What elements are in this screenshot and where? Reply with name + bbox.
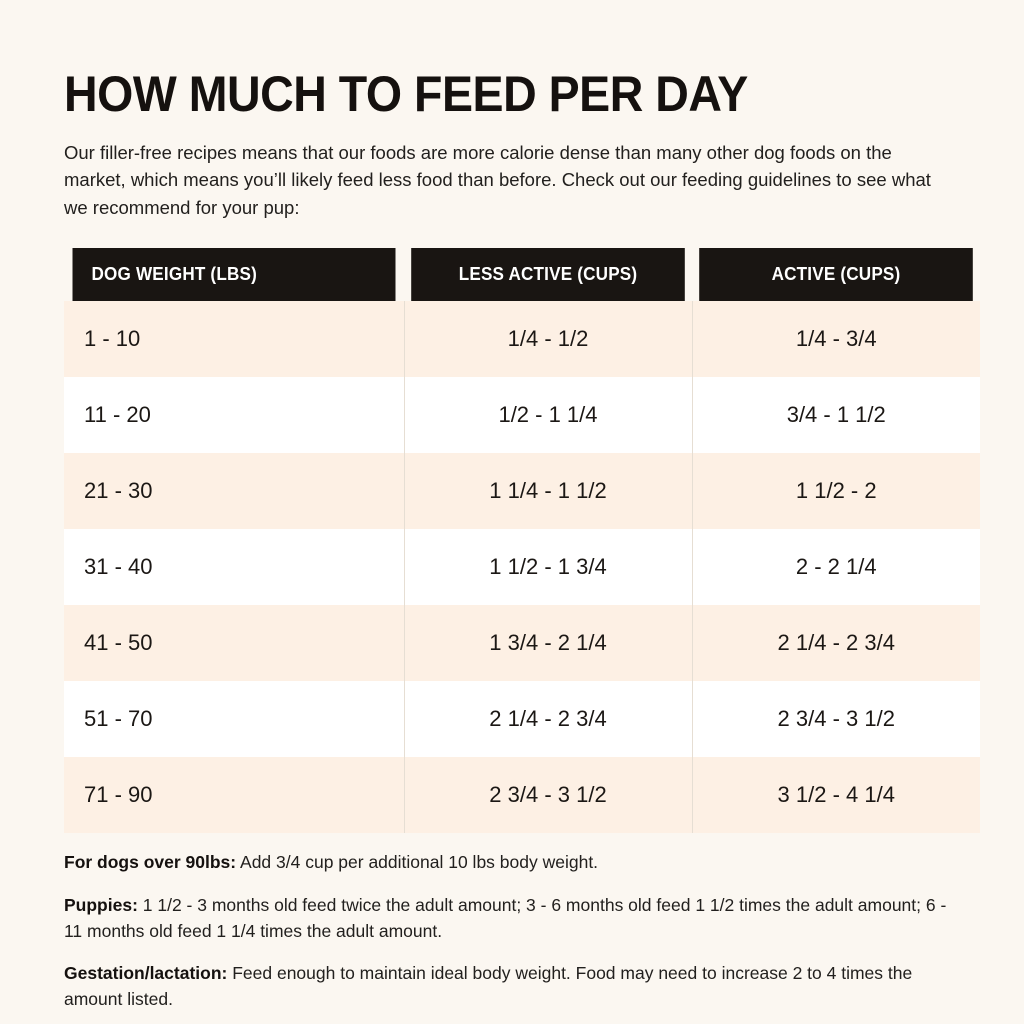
cell-dog-weight: 31 - 40 — [64, 529, 404, 605]
cell-dog-weight: 1 - 10 — [64, 301, 404, 377]
footnote-text: Add 3/4 cup per additional 10 lbs body weight. — [236, 852, 599, 873]
table-row — [64, 605, 980, 681]
column-header-dog-weight: DOG WEIGHT (LBS) — [73, 248, 396, 301]
cell-less-active: 1/2 - 1 1/4 — [404, 377, 692, 453]
table-header-row — [64, 248, 980, 301]
table-header — [64, 248, 980, 301]
cell-less-active: 2 1/4 - 2 3/4 — [404, 681, 692, 757]
cell-dog-weight: 41 - 50 — [64, 605, 404, 681]
footnote-text: Feed enough to maintain ideal body weight. Food may need to increase 2 to 4 times the amount listed. — [64, 963, 913, 1009]
cell-active: 1 1/2 - 2 — [692, 453, 980, 529]
footnote-text: 1 1/2 - 3 months old feed twice the adult amount; 3 - 6 months old feed 1 1/2 times the adult amount; 6 - 11 months old feed 1 1/4 times the adult amount. — [64, 895, 947, 941]
cell-less-active: 1 3/4 - 2 1/4 — [404, 605, 692, 681]
cell-dog-weight: 71 - 90 — [64, 757, 404, 833]
footnote-label: For dogs over 90lbs: — [64, 852, 237, 873]
cell-less-active: 1 1/2 - 1 3/4 — [404, 529, 692, 605]
table-row — [64, 377, 980, 453]
table-body — [64, 301, 980, 833]
footnote-gestation-lactation — [64, 961, 960, 1012]
feeding-table — [64, 248, 980, 833]
cell-less-active: 1/4 - 1/2 — [404, 301, 692, 377]
table-row — [64, 757, 980, 833]
table-row — [64, 453, 980, 529]
cell-dog-weight: 11 - 20 — [64, 377, 404, 453]
cell-less-active: 2 3/4 - 3 1/2 — [404, 757, 692, 833]
cell-active: 3/4 - 1 1/2 — [692, 377, 980, 453]
cell-active: 1/4 - 3/4 — [692, 301, 980, 377]
cell-active: 2 3/4 - 3 1/2 — [692, 681, 980, 757]
cell-less-active: 1 1/4 - 1 1/2 — [404, 453, 692, 529]
cell-active: 2 - 2 1/4 — [692, 529, 980, 605]
footnote-puppies — [64, 893, 960, 944]
column-header-active: ACTIVE (CUPS) — [699, 248, 973, 301]
table-row — [64, 301, 980, 377]
table-row — [64, 529, 980, 605]
column-header-less-active: LESS ACTIVE (CUPS) — [411, 248, 685, 301]
footnote-large-dogs — [64, 850, 960, 875]
footnotes — [64, 850, 960, 1012]
footnote-label: Puppies: — [64, 895, 138, 916]
cell-active: 2 1/4 - 2 3/4 — [692, 605, 980, 681]
cell-dog-weight: 21 - 30 — [64, 453, 404, 529]
cell-active: 3 1/2 - 4 1/4 — [692, 757, 980, 833]
footnote-label: Gestation/lactation: — [64, 963, 228, 984]
page-title: HOW MUCH TO FEED PER DAY — [64, 66, 748, 122]
intro-paragraph: Our filler-free recipes means that our foods are more calorie dense than many other dog foods on the market, which means you’ll likely feed less food than before. Check out our feeding guidelines to see what we recommend for your pup: — [64, 141, 931, 218]
cell-dog-weight: 51 - 70 — [64, 681, 404, 757]
table-row — [64, 681, 980, 757]
